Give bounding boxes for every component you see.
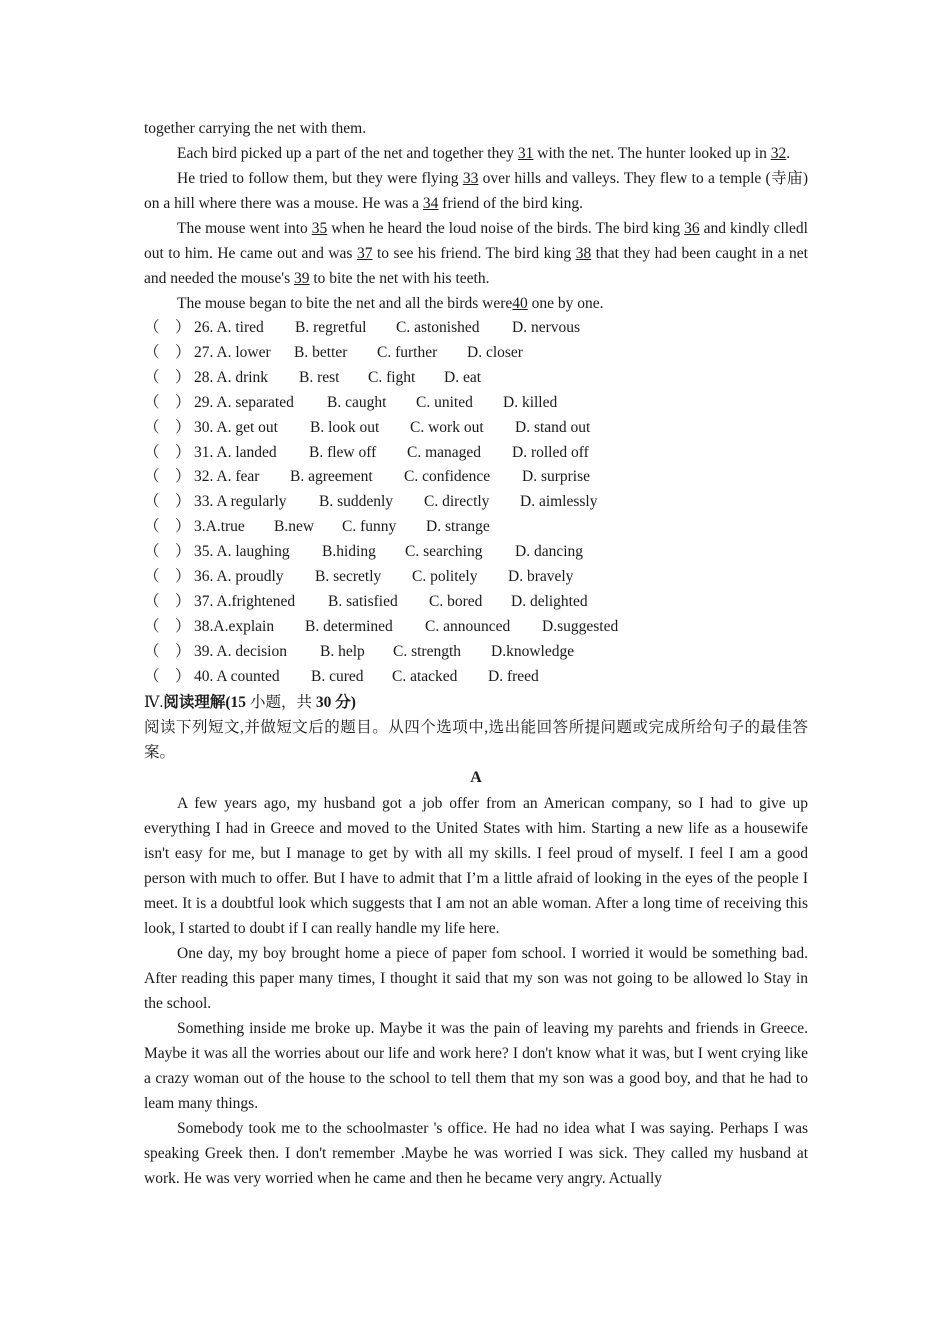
question-row: （ ） 31. A. landed B. flew off C. managed D. rolled off bbox=[144, 441, 808, 466]
paragraph-p1: Each bird picked up a part of the net and together they 31 with the net. The hunter looked up in 32. bbox=[177, 145, 791, 162]
passage-a-paragraph: Something inside me broke up. Maybe it was the pain of leaving my parehts and friends in Greece. Maybe it was all the worries about our life and work here? I don't know what it was, but I went crying like a crazy woman out of the house to the school to tell them that my son was a good boy, and that he had to leam many things. bbox=[144, 1019, 808, 1112]
passage-a-paragraph: Somebody took me to the schoolmaster 's office. He had no idea what I was saying. Perhaps I was speaking Greek then. I don't remember .Maybe he was worried I was sick. They called my husband at work. He was very worried when he came and then he became very angry. Actually bbox=[144, 1119, 808, 1187]
blank-35: 35 bbox=[311, 220, 328, 237]
question-row: （ ） 39. A. decision B. help C. strength D.knowledge bbox=[144, 640, 808, 665]
question-row: （ ） 3.A.true B.new C. funny D. strange bbox=[144, 515, 808, 540]
blank-36: 36 bbox=[684, 220, 700, 237]
question-row: （ ） 29. A. separated B. caught C. united D. killed bbox=[144, 391, 808, 416]
paragraph-p3: The mouse went into 35 when he heard the loud noise of the birds. The bird king 36 and kindly clledl out to him. He came out and was 37 to see his friend. The bird king 38 that they had been caught in a net and needed the mouse's 39 to bite the net with his teeth. bbox=[144, 220, 808, 287]
blank-34: 34 bbox=[422, 195, 439, 212]
paragraph-p4: The mouse began to bite the net and all the birds were40 one by one. bbox=[177, 295, 604, 312]
answer-paren[interactable]: （ ） bbox=[144, 642, 191, 660]
answer-paren[interactable]: （ ） bbox=[144, 319, 191, 336]
blank-37: 37 bbox=[356, 245, 373, 262]
answer-paren[interactable]: （ ） bbox=[144, 493, 191, 511]
answer-paren[interactable]: （ ） bbox=[144, 368, 191, 386]
blank-40: 40 bbox=[512, 295, 528, 312]
question-list bbox=[144, 316, 808, 690]
answer-paren[interactable]: （ ） bbox=[144, 617, 191, 635]
question-row: （ ） 35. A. laughing B.hiding C. searching D. dancing bbox=[144, 540, 808, 565]
question-row: （ ） 32. A. fear B. agreement C. confidence D. surprise bbox=[144, 465, 808, 490]
blank-33: 33 bbox=[462, 170, 479, 187]
answer-paren[interactable]: （ ） bbox=[144, 667, 191, 685]
question-row: （ ） 40. A counted B. cured C. atacked D. freed bbox=[144, 665, 808, 690]
document-page bbox=[144, 116, 808, 1191]
question-row: （ ） 33. A regularly B. suddenly C. directly D. aimlessly bbox=[144, 490, 808, 515]
answer-paren[interactable]: （ ） bbox=[144, 468, 191, 486]
blank-38: 38 bbox=[575, 245, 592, 262]
answer-paren[interactable]: （ ） bbox=[144, 518, 191, 536]
question-row: （ ） 36. A. proudly B. secretly C. politely D. bravely bbox=[144, 565, 808, 590]
answer-paren[interactable]: （ ） bbox=[144, 568, 191, 586]
question-row: （ ） 27. A. lower B. better C. further D. closer bbox=[144, 341, 808, 366]
paragraph-p0: together carrying the net with them. bbox=[144, 120, 367, 137]
blank-32: 32 bbox=[770, 145, 787, 162]
answer-paren[interactable]: （ ） bbox=[144, 592, 191, 610]
passage-a-paragraph: One day, my boy brought home a piece of paper fom school. I worried it would be something bad. After reading this paper many times, I thought it said that my son was not going to be allowed lo Stay in the school. bbox=[144, 944, 808, 1012]
passage-label: A bbox=[470, 768, 482, 786]
answer-paren[interactable]: （ ） bbox=[144, 343, 191, 361]
answer-paren[interactable]: （ ） bbox=[144, 418, 191, 436]
question-row: （ ） 28. A. drink B. rest C. fight D. eat bbox=[144, 366, 808, 391]
answer-paren[interactable]: （ ） bbox=[144, 393, 191, 411]
question-row: （ ） 38.A.explain B. determined C. announced D.suggested bbox=[144, 615, 808, 640]
question-row: （ ） 26. A. tired B. regretful C. astonished D. nervous bbox=[144, 316, 808, 341]
blank-39: 39 bbox=[294, 270, 310, 287]
question-row: （ ） 37. A.frightened B. satisfied C. bored D. delighted bbox=[144, 590, 808, 615]
section-instruction: 阅读下列短文,并做短文后的题目。从四个选项中,选出能回答所提问题或完成所给句子的最佳答案。 bbox=[144, 718, 808, 761]
paragraph-p2: He tried to follow them, but they were flying 33 over hills and valleys. They flew to a temple (寺庙) on a hill where there was a mouse. He was a 34 friend of the bird king. bbox=[144, 170, 808, 212]
passage-a-paragraph: A few years ago, my husband got a job offer from an American company, so I had to give up everything I had in Greece and moved to the United States with him. Starting a new life as a housewife isn't easy for me, but I manage to get by with all my skills. I feel proud of myself. I feel I am a good person with much to offer. But I have to admit that I’m a little afraid of looking in the eyes of the people I meet. It is a doubtful look which suggests that I am not an able woman. After a long time of receiving this look, I started to doubt if I can really handle my life here. bbox=[144, 794, 808, 937]
answer-paren[interactable]: （ ） bbox=[144, 543, 191, 561]
blank-31: 31 bbox=[517, 145, 534, 162]
answer-paren[interactable]: （ ） bbox=[144, 443, 191, 461]
section-heading: Ⅳ.阅读理解(15 小题，共 30 分) bbox=[144, 693, 356, 711]
question-row: （ ） 30. A. get out B. look out C. work out D. stand out bbox=[144, 416, 808, 441]
